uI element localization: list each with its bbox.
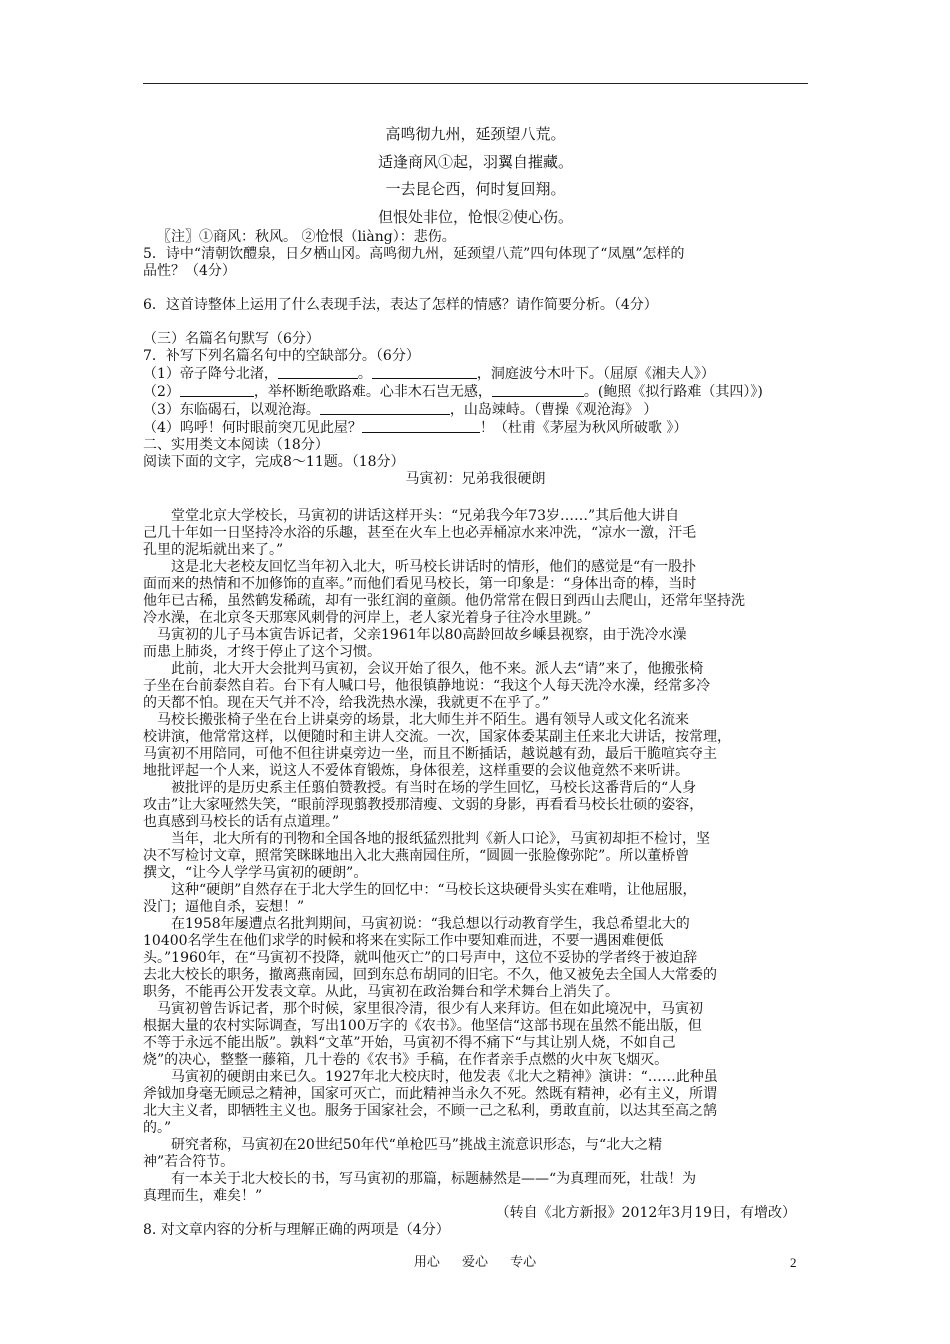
article-paragraph [143, 1137, 808, 1171]
poem-note: 〖注〗①商风：秋风。 ②怆恨（liàng）：悲伤。 [157, 229, 456, 245]
article-paragraph [143, 661, 808, 712]
paragraph-line: 这种“硬朗”自然存在于北大学生的回忆中：“马校长这块硬骨头实在难啃，让他屈服， [171, 882, 697, 898]
article-paragraph [143, 882, 808, 916]
reading-instruction: 阅读下面的文字，完成8～11题。（18分） [143, 454, 405, 470]
paragraph-line: 没门；逼他自杀，妄想！” [143, 899, 305, 915]
answer-blank[interactable] [180, 383, 254, 397]
question-5: 5．诗中“清朝饮醴泉，日夕栖山冈。高鸣彻九州，延颈望八荒”四句体现了“凤凰”怎样的 [143, 246, 685, 262]
poem-line: 高鸣彻九州，延颈望八荒。 [385, 125, 566, 143]
paragraph-line: 而患上肺炎，才终于停止了这个习惯。 [143, 644, 381, 660]
paragraph-line: 去北大校长的职务，撤离燕南园，回到东总布胡同的旧宅。不久，他又被免去全国人大常委的 [143, 967, 717, 983]
article-paragraph [143, 780, 808, 831]
paragraph-line: 神”若合符节。 [143, 1154, 235, 1170]
paragraph-line: 在1958年屡遭点名批判期间，马寅初说：“我总想以行动教育学生，我总希望北大的 [171, 916, 690, 932]
poem-line: 但恨处非位，怆恨②使心伤。 [377, 207, 573, 226]
paragraph-line: 校讲演，他常常这样，以便随时和主讲人交流。一次，国家体委某副主任来北大讲话，按常理， [143, 729, 731, 745]
answer-blank[interactable] [492, 383, 584, 397]
paragraph-line: 北大主义者，即牺牲主义也。服务于国家社会，不顾一己之私利，勇敢直前，以达其至高之鹄 [143, 1103, 717, 1119]
article-paragraph [143, 508, 808, 559]
article [143, 508, 808, 1205]
paragraph-line: 己几十年如一日坚持冷水浴的乐趣，甚至在火车上也必弄桶凉水来冲洗，“凉水一激，汗毛 [143, 525, 697, 541]
paragraph-line: 有一本关于北大校长的书，写马寅初的那篇，标题赫然是——“为真理而死，壮哉！为 [171, 1171, 697, 1187]
poem [143, 121, 808, 231]
paragraph-line: 根据大量的农村实际调查，写出100万字的《农书》。他坚信“这部书现在虽然不能出版，但 [143, 1018, 702, 1034]
paragraph-line: 职务，不能再公开发表文章。从此，马寅初在政治舞台和学术舞台上消失了。 [143, 984, 619, 1000]
section-heading-recitation: （三）名篇名句默写（6分） [143, 331, 320, 347]
page-number: 2 [790, 1255, 797, 1270]
paragraph-line: 的。” [143, 1120, 172, 1136]
paragraph-line: 攻击”让大家哑然失笑，“眼前浮现翦教授那清瘦、文弱的身影，再看看马校长壮硕的姿容， [143, 797, 704, 813]
paragraph-line: 烧”的决心，整整一藤箱，几十卷的《农书》手稿，在作者亲手点燃的火中灰飞烟灭。 [143, 1052, 669, 1068]
paragraph-line: 当年，北大所有的刊物和全国各地的报纸猛烈批判《新人口论》，马寅初却拒不检讨，坚 [171, 831, 710, 847]
answer-blank[interactable] [320, 401, 450, 415]
paragraph-line: 子坐在台前泰然自若。台下有人喊口号，他很镇静地说：“我这个人每天洗冷水澡，经常多冷 [143, 678, 711, 694]
answer-blank[interactable] [362, 419, 480, 433]
article-paragraph [143, 831, 808, 882]
paragraph-line: 真理而生，难矣！” [143, 1188, 263, 1204]
question-7: 7．补写下列名篇名句中的空缺部分。（6分） [143, 348, 420, 364]
answer-blank[interactable] [278, 365, 358, 379]
paragraph-line: 决不写检讨文章，照常笑眯眯地出入北大燕南园住所，“圆圆一张脸像弥陀”。所以董桥曾 [143, 848, 690, 864]
footer-motto: 用心 爱心 专心 [413, 1255, 537, 1270]
paragraph-line: 孔里的泥垢就出来了。” [143, 542, 284, 558]
header-rule [143, 83, 808, 84]
article-source: （转自《北方新报》2012年3月19日，有增改） [495, 1205, 796, 1221]
paragraph-line: 10400名学生在他们求学的时候和将来在实际工作中要知难而进，不要一遇困难便低 [143, 933, 664, 949]
paragraph-line: 不等于永远不能出版”。孰料“文革”开始，马寅初不得不痛下“与其让别人烧，不如自己 [143, 1035, 676, 1051]
question-8: 8. 对文章内容的分析与理解正确的两项是（4分） [143, 1222, 450, 1238]
question-5-cont: 品性？（4分） [143, 263, 236, 279]
paragraph-line: 面而来的热情和不加修饰的直率。”而他们看见马校长，第一印象是：“身体出奇的棒，当时 [143, 576, 697, 592]
paragraph-line: 撰文，“让今人学学马寅初的硬朗”。 [143, 865, 368, 881]
paragraph-line: 马寅初不用陪同，可他不但往讲桌旁边一坐，而且不断插话，越说越有劲，最后干脆喧宾夺主 [143, 746, 717, 762]
paragraph-line: 此前，北大开大会批判马寅初，会议开始了很久，他不来。派人去“请”来了，他搬张椅 [171, 661, 704, 677]
paragraph-line: 马寅初的硬朗由来已久。1927年北大校庆时，他发表《北大之精神》演讲：“……此种虽 [171, 1069, 718, 1085]
paragraph-line: 马寅初曾告诉记者，那个时候，家里很冷清，很少有人来拜访。但在如此境况中，马寅初 [157, 1001, 703, 1017]
paragraph-line: 马校长搬张椅子坐在台上讲桌旁的场景，北大师生并不陌生。遇有领导人或文化名流来 [157, 712, 689, 728]
paragraph-line: 斧钺加身毫无顾忌之精神，国家可灭亡，而此精神当永久不死。然既有精神，必有主义，所谓 [143, 1086, 717, 1102]
article-title: 马寅初：兄弟我很硬朗 [405, 471, 546, 487]
paragraph-line: 也真感到马校长的话有点道理。” [143, 814, 340, 830]
article-paragraph [143, 712, 808, 780]
article-paragraph [143, 1001, 808, 1069]
fill-item-4: （4）呜呼！何时眼前突兀见此屋？ ！（杜甫《茅屋为秋风所破歌 》） [143, 420, 688, 436]
paragraph-line: 这是北大老校友回忆当年初入北大，听马校长讲话时的情形，他们的感觉是“有一股扑 [171, 559, 697, 575]
article-paragraph [143, 559, 808, 627]
article-paragraph [143, 916, 808, 1001]
fill-item-3: （3）东临碣石，以观沧海。 ，山岛竦峙。（曹操《观沧海》 ） [143, 402, 658, 418]
article-paragraph [143, 1171, 808, 1205]
poem-line: 一去昆仑西，何时复回翔。 [385, 180, 566, 198]
question-6: 6．这首诗整体上运用了什么表现手法，表达了怎样的情感？请作简要分析。（4分） [143, 297, 658, 313]
paragraph-line: 堂堂北京大学校长，马寅初的讲话这样开头：“兄弟我今年73岁……”其后他大讲自 [171, 508, 680, 524]
paragraph-line: 被批评的是历史系主任翦伯赞教授。有当时在场的学生回忆，马校长这番背后的“人身 [171, 780, 697, 796]
article-paragraph [143, 627, 808, 661]
fill-item-2: （2） ，举杯断绝歌路难。心非木石岂无感， 。(鲍照《拟行路难（其四）》) [143, 384, 763, 400]
paragraph-line: 研究者称，马寅初在20世纪50年代“单枪匹马”挑战主流意识形态，与“北大之精 [171, 1137, 663, 1153]
document-body [143, 229, 808, 1239]
paragraph-line: 冷水澡，在北京冬天那寒风刺骨的河岸上，老人家光着身子往冷水里跳。” [143, 610, 592, 626]
paragraph-line: 他年已古稀，虽然鹤发稀疏，却有一张红润的童颜。他仍常常在假日到西山去爬山，还常年坚持洗 [143, 593, 745, 609]
paragraph-line: 的天都不怕。现在天气并不冷，给我洗热水澡，我就更不在乎了。” [143, 695, 550, 711]
section-heading-reading: 二、实用类文本阅读（18分） [143, 437, 329, 453]
answer-blank[interactable] [372, 365, 477, 379]
paragraph-line: 头。”1960年，在“马寅初不投降，就叫他灭亡”的口号声中，这位不妥协的学者终于被迫辞 [143, 950, 698, 966]
poem-line: 适逢商风①起，羽翼自摧藏。 [377, 152, 573, 171]
fill-item-1: （1）帝子降兮北渚， 。 ，洞庭波兮木叶下。（屈原《湘夫人》） [143, 366, 715, 382]
paragraph-line: 马寅初的儿子马本寅告诉记者，父亲1961年以80高龄回故乡嵊县视察，由于洗冷水澡 [157, 627, 687, 643]
paragraph-line: 地批评起一个人来，说这人不爱体育锻炼，身体很差，这样重要的会议他竟然不来听讲。 [143, 763, 689, 779]
article-paragraph [143, 1069, 808, 1137]
